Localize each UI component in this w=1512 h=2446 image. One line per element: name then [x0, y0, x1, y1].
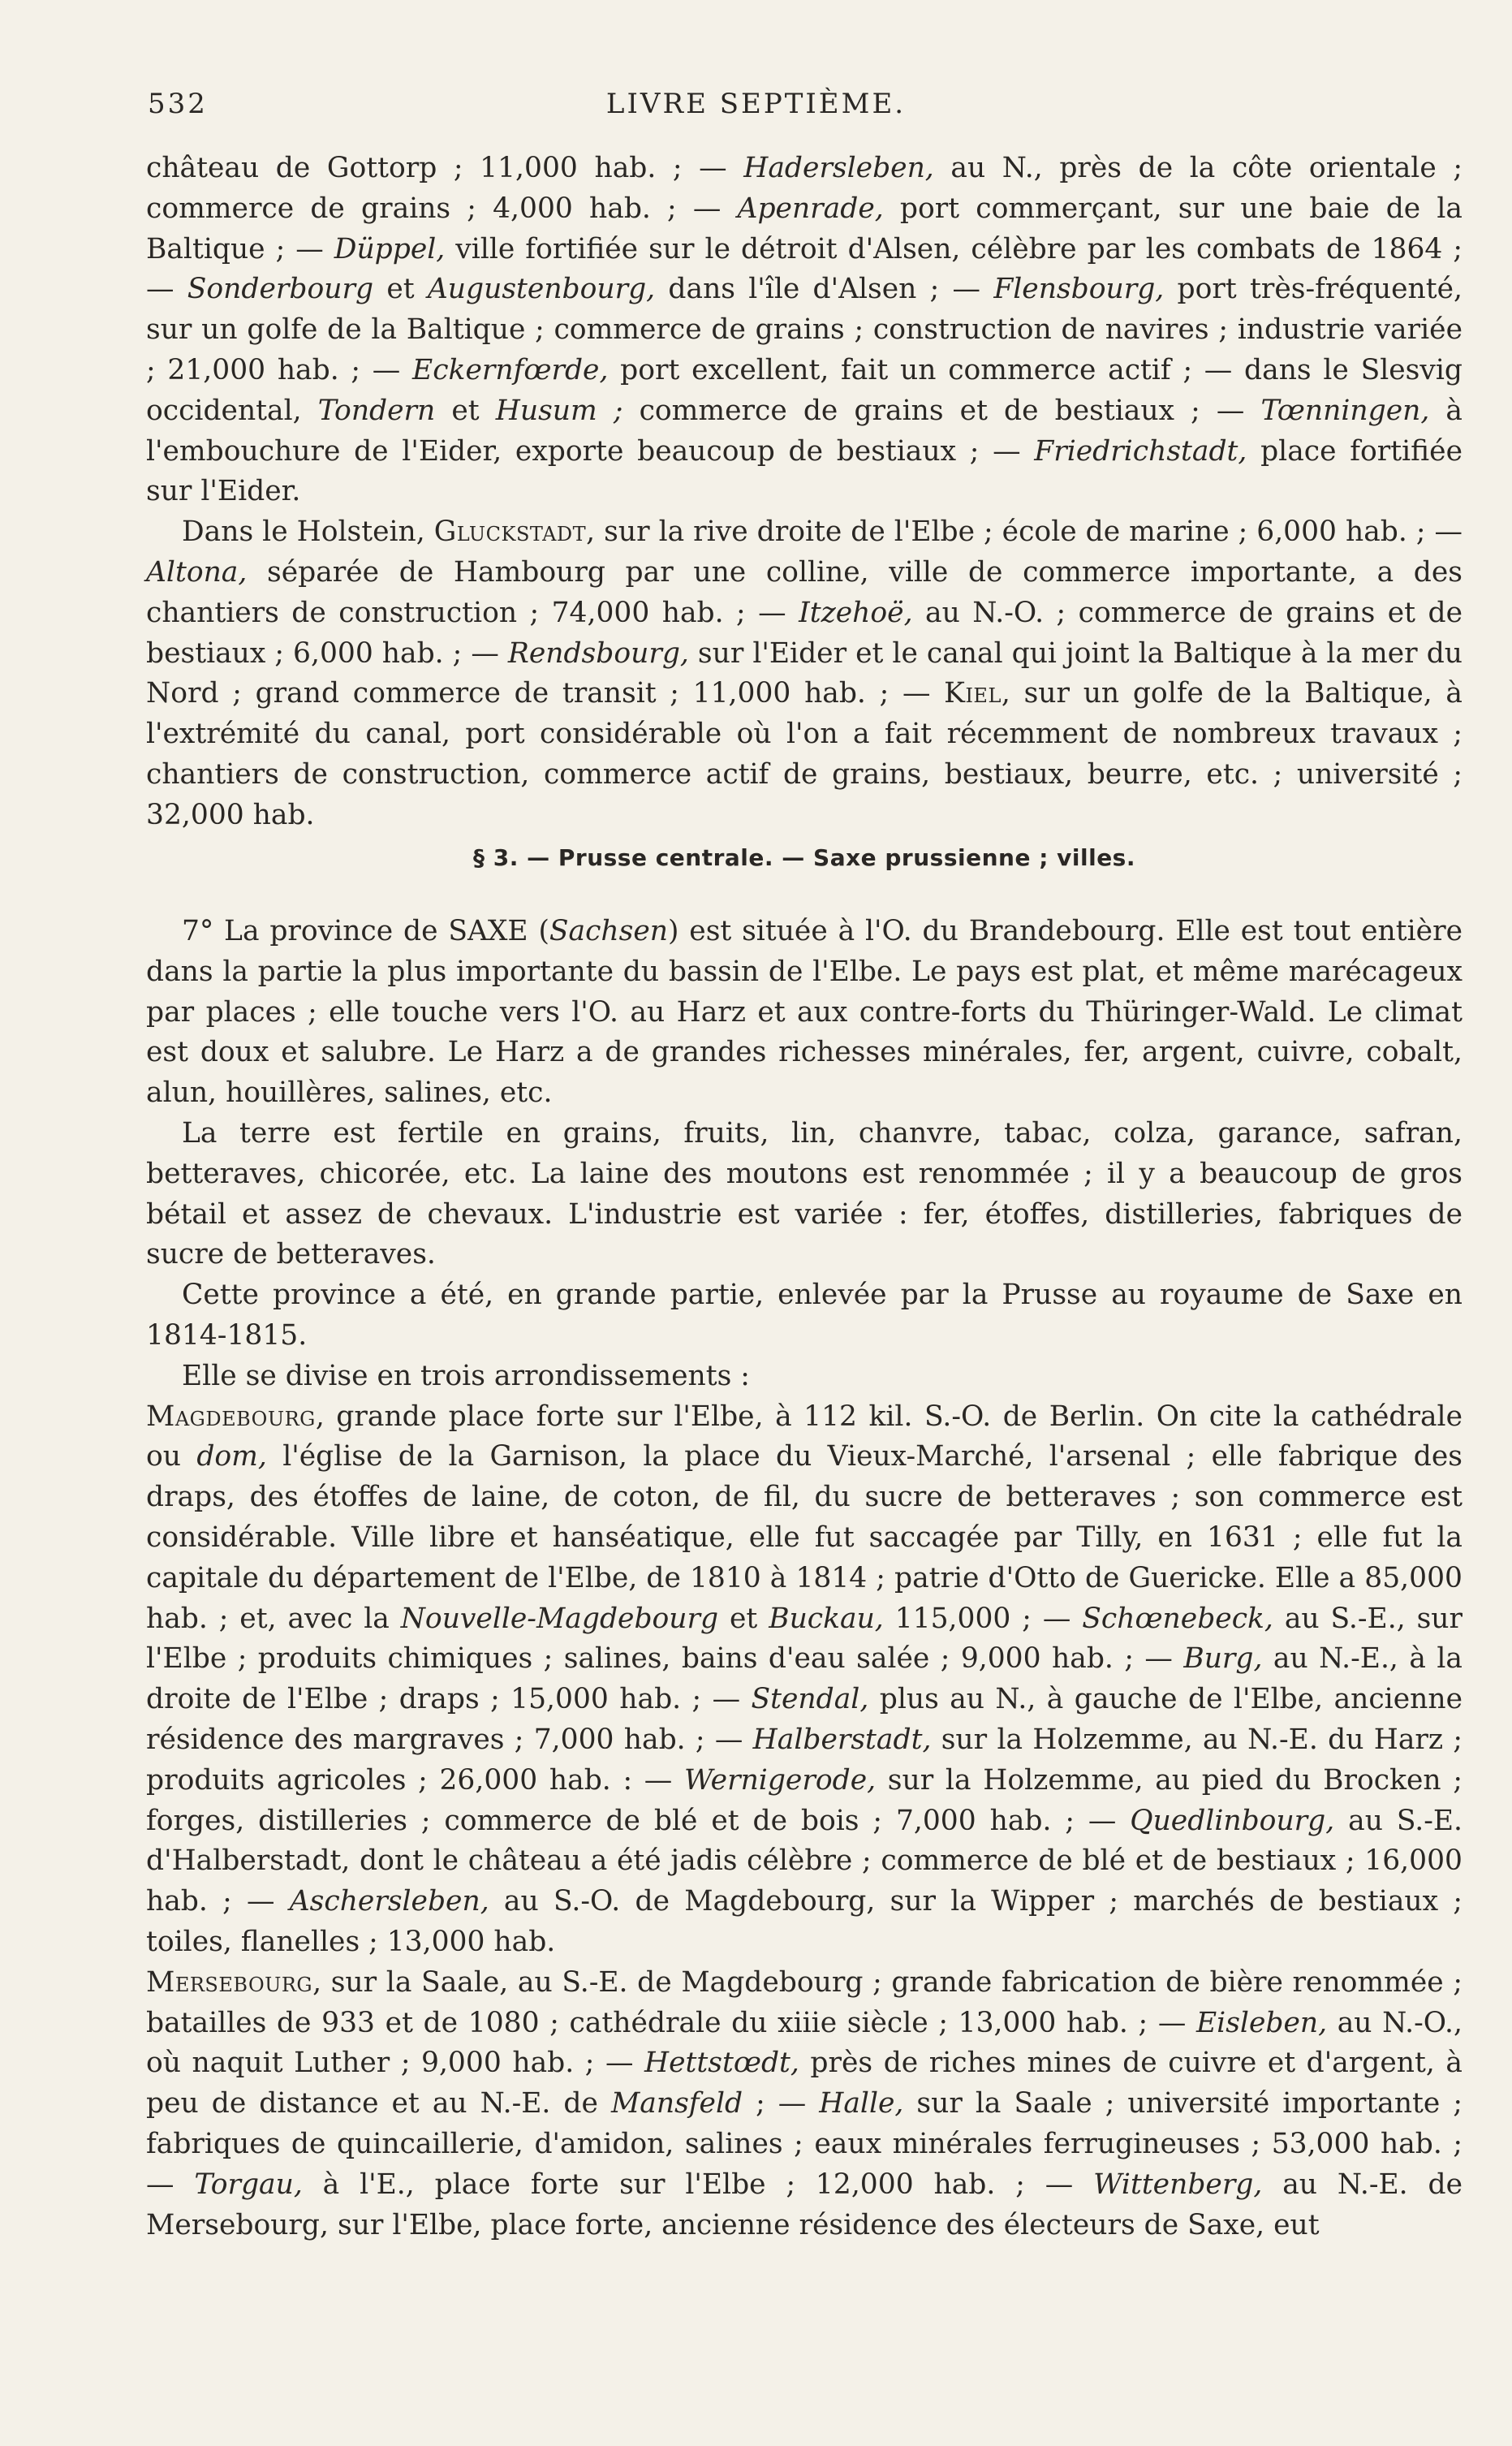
text-run: et: [435, 394, 496, 427]
italic-place-name: Halle,: [819, 2087, 904, 2120]
small-caps-city-name: Mersebourg: [146, 1965, 313, 1999]
text-run: à l'embouchure de l'Eider, exporte beaucoup de bestiaux ; —: [146, 394, 1462, 468]
italic-place-name: Itzehoë,: [799, 596, 913, 629]
italic-place-name: Schœnebeck,: [1082, 1602, 1273, 1635]
text-run: La terre est fertile en grains, fruits, lin, chanvre, tabac, colza, garance, safran, betteraves, chicorée, etc. La laine des moutons est renommée ; il y a beaucoup de gros bétail et assez de chevaux. L'industrie est variée : fer, étoffes, distilleries, fabriques de sucre de betteraves.: [146, 1116, 1462, 1271]
text-run: l'église de la Garnison, la place du Vieux-Marché, l'arsenal ; elle fabrique des draps, des étoffes de laine, de coton, de fil, du sucre de betteraves ; son commerce est considérable. Ville libre et hanséatique, elle fut saccagée par Tilly, en 1631 ; elle fut la capitale du département de l'Elbe, de 1810 à 1814 ; patrie d'Otto de Guericke. Elle a 85,000 hab. ; et, avec la: [146, 1440, 1463, 1635]
text-run: et: [373, 273, 428, 306]
italic-place-name: Mansfeld: [610, 2087, 743, 2120]
text-block-lower: [146, 912, 1462, 2245]
italic-place-name: Eckernfœrde,: [412, 353, 609, 386]
text-run: Elle se divise en trois arrondissements :: [182, 1359, 750, 1392]
text-run: plus au N., à gauche de l'Elbe, ancienne résidence des margraves ; 7,000 hab. ; —: [146, 1683, 1462, 1756]
paragraph: [146, 1114, 1462, 1275]
text-run: au S.-E., sur l'Elbe ; produits chimiques ; salines, bains d'eau salée ; 9,000 hab. ; —: [146, 1602, 1463, 1676]
text-run: au N.-O. ; commerce de grains et de bestiaux ; 6,000 hab. ; —: [146, 596, 1462, 670]
text-block-upper: [146, 149, 1462, 836]
text-run: ) est située à l'O. du Brandebourg. Elle est tout entière dans la partie la plus importante du bassin de l'Elbe. Le pays est plat, et même marécageux par places ; elle touche vers l'O. au Harz et aux contre-forts du Thüringer-Wald. Le climat est doux et salubre. Le Harz a de grandes richesses minérales, fer, argent, cuivre, cobalt, alun, houillères, salines, etc.: [146, 915, 1462, 1110]
text-run: , sur la rive droite de l'Elbe ; école de marine ; 6,000 hab. ; —: [586, 516, 1462, 549]
text-run: et: [718, 1602, 769, 1635]
small-caps-city-name: Kiel: [944, 677, 1002, 710]
text-run: port excellent, fait un commerce actif ; — dans le Slesvig occidental,: [146, 353, 1462, 427]
italic-place-name: Apenrade,: [737, 192, 884, 225]
italic-place-name: Sonderbourg: [187, 273, 374, 306]
text-run: , sur un golfe de la Baltique, à l'extrémité du canal, port considérable où l'on a fait récemment de nombreux travaux ; chantiers de construction, commerce actif de grains, bestiaux, beurre, etc. ; université ; 32,000 hab.: [146, 677, 1462, 831]
text-run: port très-fréquenté, sur un golfe de la Baltique ; commerce de grains ; construction de navires ; industrie variée ; 21,000 hab. ; —: [146, 273, 1463, 386]
text-run: , grande place forte sur l'Elbe, à 112 kil. S.-O. de Berlin. On cite la cathédrale ou: [146, 1400, 1462, 1473]
italic-place-name: Aschersleben,: [289, 1885, 489, 1918]
italic-place-name: dom,: [196, 1440, 267, 1473]
text-run: au S.-O. de Magdebourg, sur la Wipper ; marchés de bestiaux ; toiles, flanelles ; 13,000 hab.: [146, 1885, 1462, 1958]
italic-place-name: Husum ;: [495, 394, 623, 427]
text-run: au N., près de la côte orientale ; commerce de grains ; 4,000 hab. ; —: [146, 152, 1462, 225]
text-run: sur la Saale ; université importante ; fabriques de quincaillerie, d'amidon, salines ; eaux minérales ferrugineuses ; 53,000 hab. ; —: [146, 2087, 1462, 2201]
text-run: dans l'île d'Alsen ; —: [655, 273, 994, 306]
italic-place-name: Flensbourg,: [993, 273, 1165, 306]
italic-place-name: Hadersleben,: [743, 152, 934, 184]
text-run: 115,000 ; —: [883, 1602, 1083, 1635]
small-caps-city-name: Magdebourg: [146, 1400, 316, 1433]
italic-place-name: Torgau,: [194, 2168, 303, 2201]
text-run: Cette province a été, en grande partie, enlevée par la Prusse au royaume de Saxe en 1814-1815.: [146, 1279, 1462, 1352]
italic-place-name: Tœnningen,: [1260, 394, 1430, 427]
italic-place-name: Sachsen: [549, 915, 668, 947]
italic-place-name: Quedlinbourg,: [1130, 1804, 1335, 1837]
text-run: port commerçant, sur une baie de la Baltique ; —: [146, 192, 1462, 265]
italic-place-name: Düppel,: [334, 232, 446, 265]
italic-place-name: Eisleben,: [1196, 2006, 1328, 2039]
page-number: 532: [148, 88, 208, 120]
italic-place-name: Friedrichstadt,: [1034, 434, 1247, 468]
text-run: ville fortifiée sur le détroit d'Alsen, célèbre par les combats de 1864 ; —: [146, 232, 1462, 306]
text-run: séparée de Hambourg par une colline, ville de commerce importante, a des chantiers de construction ; 74,000 hab. ; —: [146, 555, 1462, 629]
small-caps-city-name: Gluckstadt: [433, 516, 587, 549]
paragraph: [146, 1963, 1462, 2246]
text-run: au N.-O., où naquit Luther ; 9,000 hab. ; —: [146, 2006, 1462, 2080]
text-run: au N.-E. de Mersebourg, sur l'Elbe, place forte, ancienne résidence des électeurs de Saxe, eut: [146, 2168, 1463, 2241]
paragraph: [146, 512, 1462, 835]
paragraph: [146, 149, 1462, 512]
italic-place-name: Altona,: [146, 555, 248, 589]
text-run: ; —: [743, 2087, 820, 2120]
text-run: commerce de grains et de bestiaux ; —: [622, 394, 1261, 427]
italic-place-name: Burg,: [1183, 1642, 1263, 1676]
italic-place-name: Stendal,: [751, 1683, 869, 1716]
section-heading: § 3. — Prusse centrale. — Saxe prussienne ; villes.: [473, 844, 1135, 871]
page-header: [146, 88, 1366, 136]
italic-place-name: Rendsbourg,: [507, 636, 689, 670]
text-run: sur la Holzemme, au pied du Brocken ; forges, distilleries ; commerce de blé et de bois ; 7,000 hab. ; —: [146, 1763, 1462, 1837]
italic-place-name: Wernigerode,: [684, 1763, 877, 1797]
text-run: sur l'Eider et le canal qui joint la Baltique à la mer du Nord ; grand commerce de transit ; 11,000 hab. ; —: [146, 636, 1462, 710]
text-run: château de Gottorp ; 11,000 hab. ; —: [146, 152, 744, 184]
italic-place-name: Augustenbourg,: [427, 273, 656, 306]
text-run: , sur la Saale, au S.-E. de Magdebourg ; grande fabrication de bière renommée ; batailles de 933 et de 1080 ; cathédrale du xiiie siècle ; 13,000 hab. ; —: [146, 1965, 1462, 2039]
running-title: LIVRE SEPTIÈME.: [605, 88, 907, 120]
text-run: au N.-E., à la droite de l'Elbe ; draps ; 15,000 hab. ; —: [146, 1642, 1462, 1716]
text-run: près de riches mines de cuivre et d'argent, à peu de distance et au N.-E. de: [146, 2047, 1462, 2120]
text-run: 7° La province de SAXE (: [182, 915, 549, 947]
italic-place-name: Halberstadt,: [752, 1723, 932, 1756]
text-run: Dans le Holstein,: [182, 516, 434, 549]
italic-place-name: Buckau,: [769, 1602, 884, 1635]
italic-place-name: Wittenberg,: [1093, 2168, 1263, 2201]
text-run: à l'E., place forte sur l'Elbe ; 12,000 hab. ; —: [302, 2168, 1094, 2201]
paragraph: [146, 1275, 1462, 1357]
paragraph: [146, 912, 1462, 1114]
text-run: sur la Holzemme, au N.-E. du Harz ; produits agricoles ; 26,000 hab. : —: [146, 1723, 1462, 1797]
paragraph: [146, 1357, 1462, 1397]
italic-place-name: Hettstœdt,: [644, 2047, 799, 2080]
text-run: au S.-E. d'Halberstadt, dont le château a été jadis célèbre ; commerce de blé et de bestiaux ; 16,000 hab. ; —: [146, 1804, 1462, 1918]
italic-place-name: Nouvelle-Magdebourg: [400, 1602, 719, 1635]
italic-place-name: Tondern: [317, 394, 436, 427]
text-run: place fortifiée sur l'Eider.: [146, 434, 1462, 508]
paragraph: [146, 1397, 1462, 1963]
